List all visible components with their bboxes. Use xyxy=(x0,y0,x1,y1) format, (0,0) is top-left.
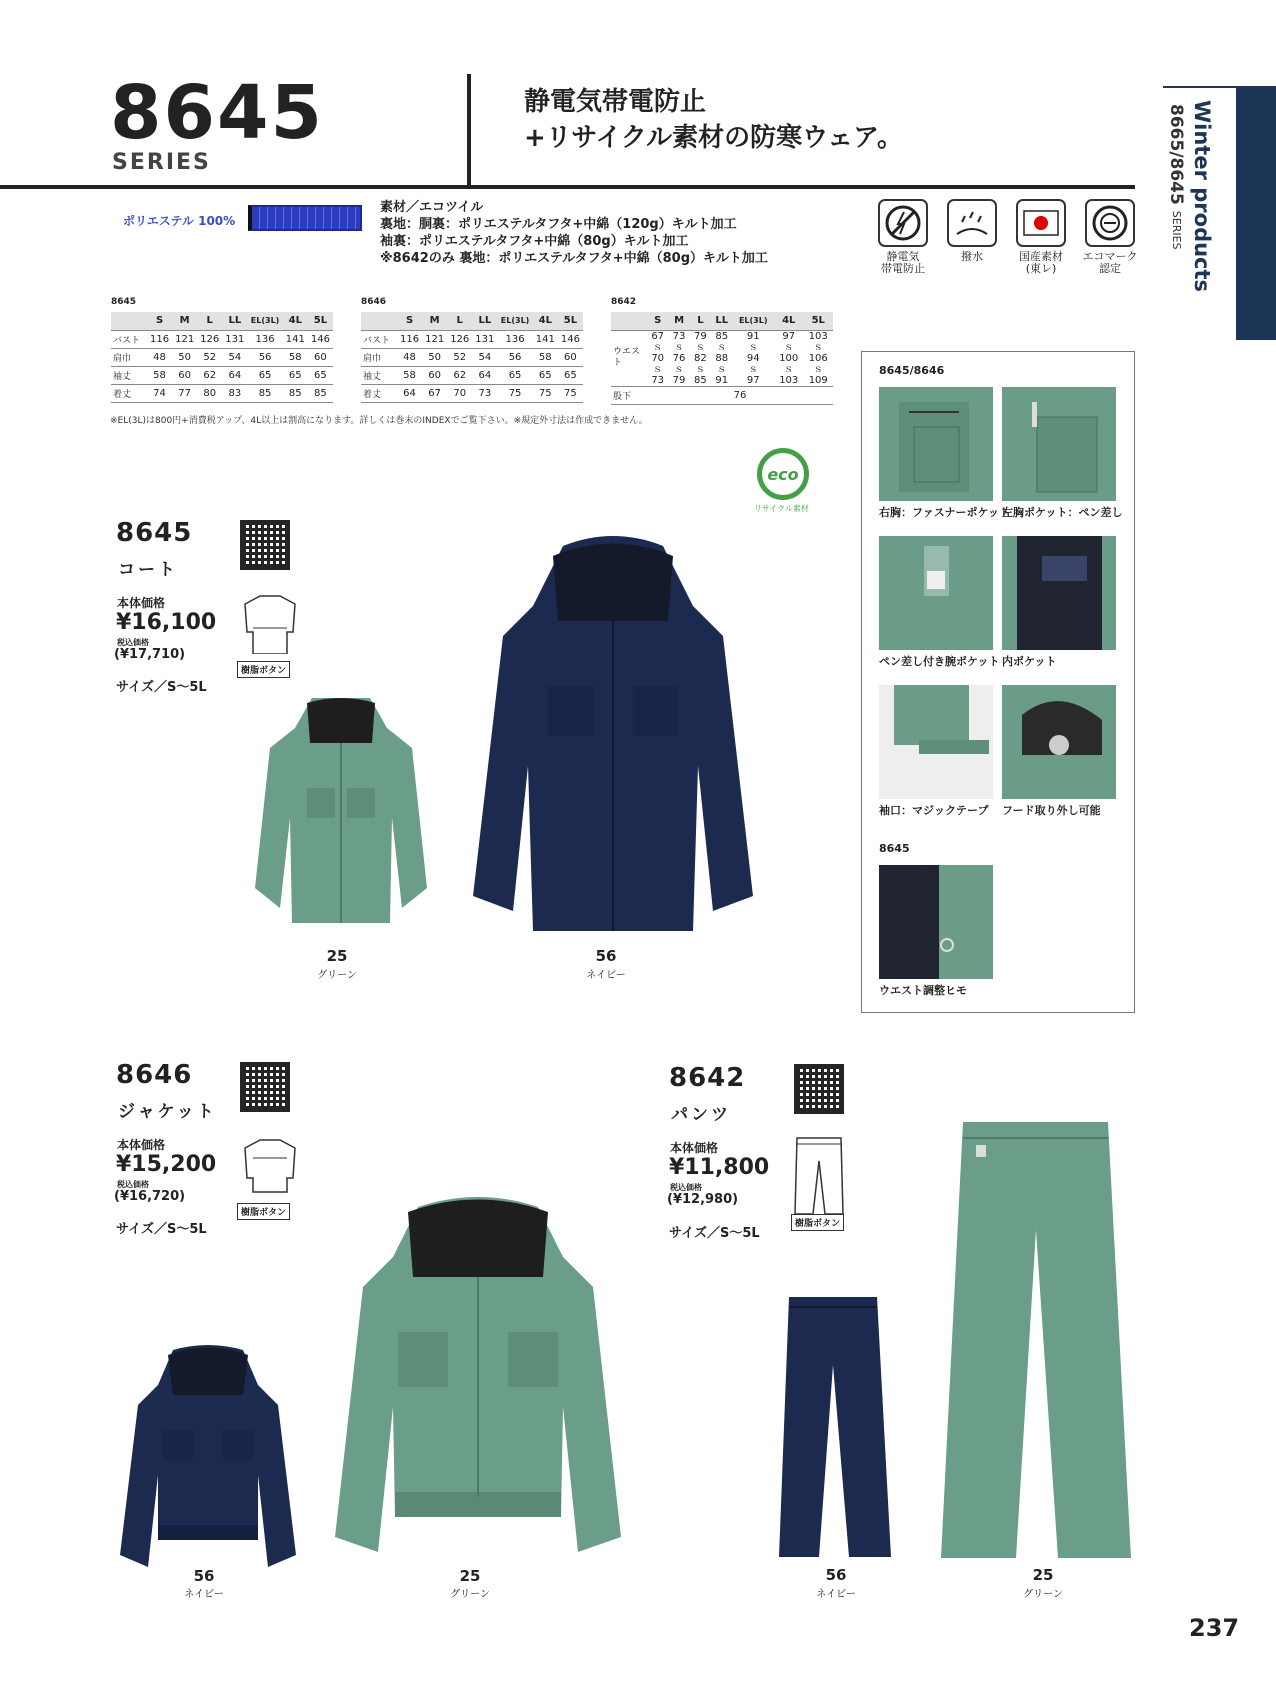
side-series-suffix: SERIES xyxy=(1170,210,1183,250)
blank-cell xyxy=(111,312,147,330)
tax-price-label: 税込価格 xyxy=(117,638,149,647)
cell: 58 xyxy=(397,366,422,384)
color-name: ネイビー xyxy=(816,1589,856,1600)
detail-photo-arm-pocket xyxy=(879,536,993,650)
cell: 136 xyxy=(497,330,532,348)
color-name: ネイビー xyxy=(184,1589,224,1600)
cell: 73 xyxy=(472,384,497,402)
size-col: 5L xyxy=(558,312,583,330)
size-range: サイズ／S～5L xyxy=(116,1222,207,1237)
waist-min: 85 xyxy=(715,330,729,342)
product-code-8646: 8646 xyxy=(116,1060,193,1090)
blank-cell xyxy=(611,312,647,330)
size-table-8642 xyxy=(611,312,833,405)
waist-min: 67 xyxy=(651,330,665,342)
price-label: 本体価格 xyxy=(670,1141,719,1155)
detail-caption: ウエスト調整ヒモ xyxy=(879,984,967,997)
size-col: 5L xyxy=(308,312,333,330)
size-col: S xyxy=(647,312,668,330)
material-line: 素材／エコツイル xyxy=(380,200,484,215)
japan-flag-icon xyxy=(1016,199,1066,247)
waist-mid: 106 xyxy=(808,352,828,364)
waist-cell xyxy=(711,330,732,386)
detail-caption: 左胸ポケット：ペン差し xyxy=(1002,506,1123,519)
detail-photo-waist-cord xyxy=(879,865,993,979)
size-col: L xyxy=(690,312,711,330)
waist-sep: ｓ xyxy=(652,363,663,375)
size-table-title-8646: 8646 xyxy=(361,297,387,307)
color-number: 56 xyxy=(193,1567,215,1585)
waist-min: 91 xyxy=(746,330,760,342)
jacket-navy-image xyxy=(118,1345,298,1570)
waist-max: 103 xyxy=(779,374,799,386)
size-col: 4L xyxy=(283,312,308,330)
size-col: L xyxy=(197,312,222,330)
waist-mid: 100 xyxy=(779,352,799,364)
waist-sep: ｓ xyxy=(783,363,794,375)
water-repellent-label xyxy=(937,251,1007,263)
cell: 85 xyxy=(283,384,308,402)
cell: 85 xyxy=(247,384,282,402)
size-col: EL(3L) xyxy=(732,312,774,330)
table-row xyxy=(111,348,333,366)
product-name-8646: ジャケット xyxy=(118,1102,217,1122)
cell: 60 xyxy=(308,348,333,366)
waist-sep: ｓ xyxy=(748,363,759,375)
pants-navy-image xyxy=(777,1295,892,1560)
cell: 65 xyxy=(247,366,282,384)
waist-sep: ｓ xyxy=(695,363,706,375)
waist-sep: ｓ xyxy=(652,341,663,353)
waist-max: 91 xyxy=(715,374,729,386)
detail-caption: 袖口：マジックテープ xyxy=(879,804,989,817)
tax-price: (¥17,710) xyxy=(114,647,186,662)
detail-title-8645: 8645 xyxy=(879,842,910,855)
icon-label-2: (東レ) xyxy=(1025,262,1057,275)
cell: 77 xyxy=(172,384,197,402)
color-number: 25 xyxy=(1032,1566,1054,1584)
fabric-bar xyxy=(248,205,362,231)
cell: 131 xyxy=(472,330,497,348)
cell: 64 xyxy=(397,384,422,402)
cell: 75 xyxy=(558,384,583,402)
cell: 60 xyxy=(172,366,197,384)
table-row xyxy=(611,330,833,386)
series-word: SERIES xyxy=(112,150,211,175)
cell: 116 xyxy=(397,330,422,348)
cell: 62 xyxy=(197,366,222,384)
waist-sep: ｓ xyxy=(813,341,824,353)
cell: 64 xyxy=(472,366,497,384)
size-table-8645 xyxy=(111,312,333,403)
waist-sep: ｓ xyxy=(716,363,727,375)
coat-green-image xyxy=(252,698,430,928)
table-row xyxy=(611,386,833,404)
cell: 75 xyxy=(533,384,558,402)
row-label: 着丈 xyxy=(111,384,147,402)
waist-cell xyxy=(803,330,833,386)
tax-price: (¥16,720) xyxy=(114,1189,186,1204)
waist-mid: 94 xyxy=(746,352,760,364)
waist-cell xyxy=(690,330,711,386)
price: ¥16,100 xyxy=(116,610,217,635)
cell: 60 xyxy=(558,348,583,366)
qr-code-icon[interactable] xyxy=(794,1064,844,1114)
waist-sep: ｓ xyxy=(783,341,794,353)
eco-label: リサイクル素材 xyxy=(754,504,809,513)
cell: 116 xyxy=(147,330,172,348)
waist-min: 79 xyxy=(694,330,707,342)
color-number: 56 xyxy=(825,1566,847,1584)
coat-navy-image xyxy=(468,536,758,936)
cell: 131 xyxy=(222,330,247,348)
waist-cell xyxy=(647,330,668,386)
waist-sep: ｓ xyxy=(716,341,727,353)
detail-photo-cuff-tape xyxy=(879,685,993,799)
size-col: L xyxy=(447,312,472,330)
price: ¥15,200 xyxy=(116,1152,217,1177)
waist-sep: ｓ xyxy=(674,341,685,353)
waist-sep: ｓ xyxy=(695,341,706,353)
size-col: M xyxy=(668,312,689,330)
cell: 62 xyxy=(447,366,472,384)
detail-photo-inner-pocket xyxy=(1002,536,1116,650)
color-number: 25 xyxy=(326,947,348,965)
cell: 58 xyxy=(283,348,308,366)
cell: 52 xyxy=(447,348,472,366)
cell: 141 xyxy=(283,330,308,348)
cell: 126 xyxy=(447,330,472,348)
detail-caption: フード取り外し可能 xyxy=(1002,804,1101,817)
detail-title: 8645/8646 xyxy=(879,364,945,377)
water-repellent-icon xyxy=(947,199,997,247)
price-label: 本体価格 xyxy=(117,1138,166,1152)
material-line: ※8642のみ 裏地：ポリエステルタフタ+中綿（80g）キルト加工 xyxy=(380,251,768,266)
eco-mark-icon xyxy=(1085,199,1135,247)
product-code-8645: 8645 xyxy=(116,518,193,548)
waist-cell xyxy=(732,330,774,386)
cell: 126 xyxy=(197,330,222,348)
tax-price: (¥12,980) xyxy=(667,1192,739,1207)
size-header-row xyxy=(111,312,333,330)
cell: 80 xyxy=(197,384,222,402)
size-table-title-8642: 8642 xyxy=(611,297,637,307)
side-category: Winter products xyxy=(1190,100,1214,293)
coat-back-sketch-icon xyxy=(235,592,305,654)
detail-photo-detachable-hood xyxy=(1002,685,1116,799)
size-col: LL xyxy=(472,312,497,330)
cell: 58 xyxy=(147,366,172,384)
color-name: グリーン xyxy=(450,1589,490,1600)
headline xyxy=(524,84,903,156)
waist-min: 73 xyxy=(672,330,686,342)
cell: 121 xyxy=(172,330,197,348)
eco-recycle-icon: eco xyxy=(757,448,809,500)
eco-mark-label xyxy=(1075,251,1145,275)
row-label: 股下 xyxy=(611,386,647,404)
row-label: 袖丈 xyxy=(361,366,397,384)
qr-code-icon[interactable] xyxy=(240,1062,290,1112)
cell: 50 xyxy=(422,348,447,366)
tax-price-label: 税込価格 xyxy=(117,1180,149,1189)
side-series xyxy=(1166,104,1186,250)
pants-green-image xyxy=(938,1120,1133,1560)
waist-cell xyxy=(668,330,689,386)
cell: 146 xyxy=(558,330,583,348)
cell: 56 xyxy=(247,348,282,366)
material-line: 裏地：胴裏：ポリエステルタフタ+中綿（120g）キルト加工 xyxy=(380,217,737,232)
jacket-green-image xyxy=(333,1197,623,1567)
cell: 65 xyxy=(308,366,333,384)
cell: 65 xyxy=(497,366,532,384)
qr-code-icon[interactable] xyxy=(240,520,290,570)
waist-sep: ｓ xyxy=(748,341,759,353)
table-row xyxy=(111,330,333,348)
antistatic-icon xyxy=(878,199,928,247)
waist-mid: 76 xyxy=(672,352,686,364)
price: ¥11,800 xyxy=(669,1155,770,1180)
table-row xyxy=(111,384,333,402)
row-label: バスト xyxy=(361,330,397,348)
product-code-8642: 8642 xyxy=(669,1063,746,1093)
resin-button-tag: 樹脂ボタン xyxy=(237,1203,290,1220)
jacket-back-sketch-icon xyxy=(235,1136,305,1198)
cell: 74 xyxy=(147,384,172,402)
row-label: ウエスト xyxy=(611,330,647,386)
size-range: サイズ／S～5L xyxy=(669,1226,760,1241)
detail-photo-pen-pocket xyxy=(1002,387,1116,501)
cell: 56 xyxy=(497,348,532,366)
color-name: グリーン xyxy=(317,970,357,981)
cell: 67 xyxy=(422,384,447,402)
cell: 60 xyxy=(422,366,447,384)
cell: 83 xyxy=(222,384,247,402)
cell: 54 xyxy=(472,348,497,366)
antistatic-label xyxy=(868,251,938,275)
size-col: M xyxy=(172,312,197,330)
cell: 65 xyxy=(558,366,583,384)
waist-max: 109 xyxy=(808,374,828,386)
table-row xyxy=(361,330,583,348)
waist-mid: 88 xyxy=(715,352,729,364)
table-row xyxy=(361,348,583,366)
product-name-8642: パンツ xyxy=(671,1105,731,1125)
cell: 48 xyxy=(397,348,422,366)
resin-button-tag: 樹脂ボタン xyxy=(237,661,290,678)
header-rule xyxy=(0,185,1135,189)
series-number: 8645 xyxy=(110,70,324,156)
waist-mid: 70 xyxy=(651,352,665,364)
size-col: S xyxy=(397,312,422,330)
waist-sep: ｓ xyxy=(813,363,824,375)
table-row xyxy=(361,366,583,384)
inseam-cell: 76 xyxy=(647,386,833,404)
row-label: 肩巾 xyxy=(361,348,397,366)
size-col: 5L xyxy=(803,312,833,330)
detail-caption: ペン差し付き腕ポケット xyxy=(879,655,1000,668)
icon-label-2: 帯電防止 xyxy=(881,262,925,275)
icon-label-1: 撥水 xyxy=(961,250,983,263)
color-number: 25 xyxy=(459,1567,481,1585)
pants-sketch-icon xyxy=(789,1136,849,1216)
size-note: ※EL(3L)は800円+消費税アップ、4L以上は割高になります。詳しくは巻末のINDEXでご覧下さい。※規定外寸法は作成できません。 xyxy=(110,416,648,426)
size-header-row xyxy=(611,312,833,330)
size-col: S xyxy=(147,312,172,330)
cell: 136 xyxy=(247,330,282,348)
fabric-label: ポリエステル 100% xyxy=(123,214,236,228)
cell: 58 xyxy=(533,348,558,366)
icon-label-2: 認定 xyxy=(1099,262,1121,275)
cell: 52 xyxy=(197,348,222,366)
waist-max: 85 xyxy=(694,374,707,386)
cell: 65 xyxy=(533,366,558,384)
row-label: 袖丈 xyxy=(111,366,147,384)
cell: 75 xyxy=(497,384,532,402)
cell: 48 xyxy=(147,348,172,366)
icon-label-1: 国産素材 xyxy=(1019,250,1063,263)
cell: 64 xyxy=(222,366,247,384)
waist-mid: 82 xyxy=(694,352,707,364)
icon-label-1: 静電気 xyxy=(886,250,920,263)
row-label: 肩巾 xyxy=(111,348,147,366)
size-col: EL(3L) xyxy=(247,312,282,330)
japan-flag-label xyxy=(1006,251,1076,275)
row-label: バスト xyxy=(111,330,147,348)
size-range: サイズ／S～5L xyxy=(116,680,207,695)
size-col: 4L xyxy=(774,312,803,330)
cell: 121 xyxy=(422,330,447,348)
side-series-code: 8665/8645 xyxy=(1166,104,1186,205)
detail-caption: 内ポケット xyxy=(1002,655,1057,668)
product-name-8645: コート xyxy=(118,560,178,580)
color-number: 56 xyxy=(595,947,617,965)
size-table-title-8645: 8645 xyxy=(111,297,137,307)
color-name: グリーン xyxy=(1023,1589,1063,1600)
cell: 65 xyxy=(283,366,308,384)
waist-max: 97 xyxy=(746,374,760,386)
cell: 146 xyxy=(308,330,333,348)
material-line: 袖裏：ポリエステルタフタ+中綿（80g）キルト加工 xyxy=(380,234,689,249)
waist-max: 79 xyxy=(672,374,686,386)
header-divider xyxy=(467,74,471,186)
waist-min: 97 xyxy=(782,330,796,342)
size-col: M xyxy=(422,312,447,330)
table-row xyxy=(111,366,333,384)
detail-panel xyxy=(861,351,1135,1013)
page-number: 237 xyxy=(1189,1614,1240,1642)
cell: 54 xyxy=(222,348,247,366)
detail-photo-zip-pocket xyxy=(879,387,993,501)
side-tab-line xyxy=(1163,86,1243,88)
blank-cell xyxy=(361,312,397,330)
size-col: LL xyxy=(222,312,247,330)
price-label: 本体価格 xyxy=(117,596,166,610)
size-header-row xyxy=(361,312,583,330)
waist-sep: ｓ xyxy=(674,363,685,375)
cell: 141 xyxy=(533,330,558,348)
icon-label-1: エコマーク xyxy=(1082,250,1138,263)
headline-line-1: 静電気帯電防止 xyxy=(524,87,707,117)
size-col: 4L xyxy=(533,312,558,330)
material-spec xyxy=(380,199,768,267)
tax-price-label: 税込価格 xyxy=(670,1183,702,1192)
cell: 50 xyxy=(172,348,197,366)
table-row xyxy=(361,384,583,402)
headline-line-2: +リサイクル素材の防寒ウェア。 xyxy=(524,123,904,153)
size-col: EL(3L) xyxy=(497,312,532,330)
waist-max: 73 xyxy=(651,374,665,386)
size-table-8646 xyxy=(361,312,583,403)
size-col: LL xyxy=(711,312,732,330)
waist-cell xyxy=(774,330,803,386)
detail-caption: 右胸：ファスナーポケット xyxy=(879,506,1011,519)
cell: 85 xyxy=(308,384,333,402)
resin-button-tag: 樹脂ボタン xyxy=(791,1214,844,1231)
side-tab-bar xyxy=(1236,86,1276,340)
color-name: ネイビー xyxy=(586,970,626,981)
row-label: 着丈 xyxy=(361,384,397,402)
waist-min: 103 xyxy=(808,330,828,342)
cell: 70 xyxy=(447,384,472,402)
